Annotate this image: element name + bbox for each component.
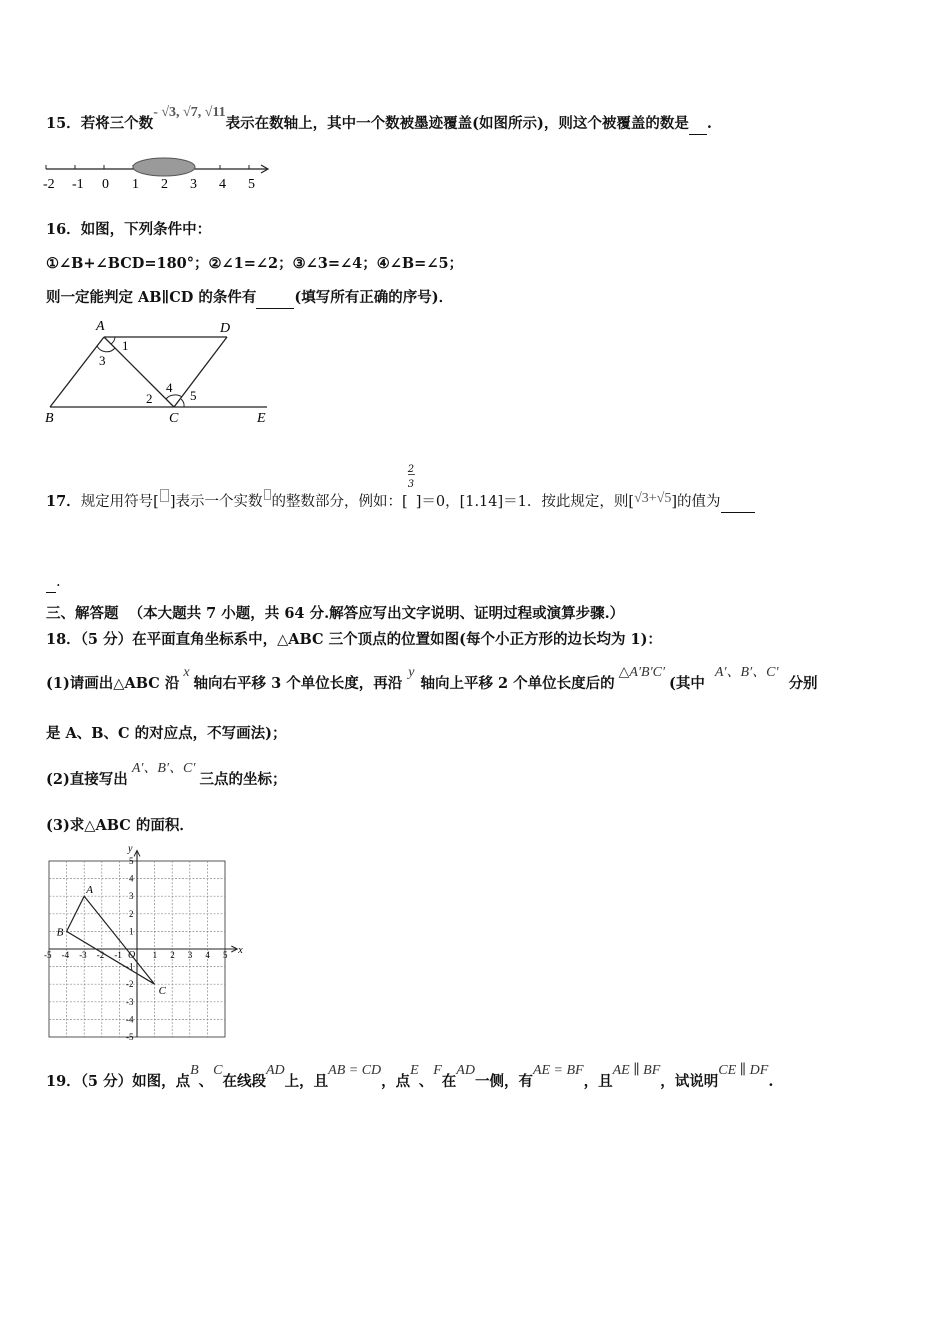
y-tick-label: 3: [129, 891, 134, 902]
axis-tick-label: 2: [161, 177, 168, 192]
x-tick-label: -4: [61, 950, 70, 960]
section-3-heading: [46, 604, 624, 624]
q18-p1-e: 分别: [788, 675, 818, 692]
x-tick-label: 2: [170, 950, 175, 960]
q15-text-a: 若将三个数: [80, 115, 154, 132]
y-var: y: [408, 665, 415, 680]
prime-triangle: △A′B′C′: [618, 665, 666, 680]
segment-ad-2: AD: [456, 1063, 475, 1078]
x-tick-label: -1: [114, 950, 122, 960]
q17-number: 17．: [46, 493, 81, 510]
x-tick-label: 3: [187, 950, 193, 960]
q18-part1-line: [46, 665, 818, 695]
q15-text-b: 表示在数轴上，其中一个数被墨迹覆盖(如图所示)，则这个被覆盖的数是: [225, 115, 689, 132]
q15-number: 15．: [46, 115, 81, 132]
point-b: B: [190, 1063, 199, 1078]
q17-text-e: ]的值为: [671, 494, 721, 510]
placeholder-box-icon: [264, 489, 271, 500]
q17-end: .: [56, 574, 61, 590]
coordinate-grid-figure: [40, 846, 250, 1048]
q15-line: [46, 105, 712, 135]
q17-math-expr: √3+√5: [634, 491, 672, 506]
angle-label-2: 2: [146, 391, 153, 406]
y-tick-label: -4: [126, 1014, 134, 1025]
q19-t6: 一侧，有: [474, 1073, 533, 1090]
fraction-denominator: 3: [407, 479, 415, 490]
q19-t7: ，且: [583, 1073, 613, 1090]
eq-ab-cd: AB = CD: [328, 1063, 382, 1078]
x-tick-label: 5: [223, 950, 228, 960]
q16-question-line: [46, 288, 453, 309]
axis-tick-label: 1: [132, 177, 139, 192]
axis-tick-label: 3: [190, 177, 197, 192]
axis-tick-label: 5: [248, 177, 255, 192]
q17-text-b: ]表示一个实数: [169, 494, 263, 510]
section-title: 三、解答题: [46, 605, 119, 622]
x-tick-label: -5: [44, 950, 52, 960]
y-tick-label: 5: [129, 856, 134, 866]
y-tick-label: -5: [126, 1032, 134, 1042]
axis-tick-label: 0: [102, 177, 109, 192]
prime-points: A′、B′、C′: [131, 761, 196, 776]
q16-conditions: ①∠B+∠BCD=180°；②∠1=∠2；③∠3=∠4；④∠B=∠5；: [46, 255, 464, 272]
x-tick-label: -3: [79, 950, 87, 960]
x-tick-label: 1: [152, 950, 158, 960]
point-label-a: A: [96, 319, 105, 334]
placeholder-box-icon: [160, 489, 169, 502]
parallel-lines-figure: [42, 315, 277, 430]
q16-question-b: (填写所有正确的序号)．: [294, 289, 454, 306]
point-label-c: C: [169, 411, 179, 426]
q19-end: .: [768, 1073, 774, 1090]
parallel-ae-bf: AE ∥ BF: [612, 1063, 661, 1078]
vertex-label-b: B: [56, 926, 64, 939]
x-var: x: [183, 665, 190, 680]
y-tick-label: 4: [129, 873, 134, 884]
q17-text-d: ]＝0，[1.14]＝1．按此规定，则[: [415, 494, 635, 510]
triangle-abc: [67, 896, 155, 984]
point-label-b: B: [45, 411, 54, 426]
fraction-numerator: 2: [407, 464, 415, 475]
angle-label-1: 1: [122, 338, 129, 353]
q17-line: [46, 464, 755, 513]
q18-part3-line: (3)求△ABC 的面积．: [46, 817, 194, 834]
ink-blot: [133, 158, 195, 176]
y-tick-label: 1: [129, 926, 134, 937]
q19-sep1: 、: [198, 1073, 214, 1090]
q18-p1-a: (1)请画出△ABC 沿: [46, 675, 180, 692]
number-line-figure: [42, 154, 277, 194]
q17-text-a: 规定用符号[: [80, 494, 159, 510]
q17-line-2: [46, 572, 61, 593]
q18-p2-b: 三点的坐标；: [199, 771, 287, 788]
y-axis-label: y: [128, 846, 133, 855]
q15-end: .: [706, 115, 712, 132]
axis-tick-label: -1: [72, 177, 84, 192]
q18-p1-d: (其中: [669, 675, 705, 692]
q17-answer-blank-cont: [46, 572, 56, 593]
q18-part1-line-2: 是 A、B、C 的对应点，不写画法)；: [46, 725, 287, 742]
q18-p1-b: 轴向右平移 3 个单位长度，再沿: [193, 675, 403, 692]
y-tick-label: 2: [129, 908, 134, 919]
vertex-label-a: A: [86, 884, 93, 897]
y-tick-label: -2: [126, 979, 134, 990]
parallel-ce-df: CE ∥ DF: [718, 1063, 769, 1078]
q17-answer-blank: [721, 492, 755, 513]
section-desc: （本大题共 7 小题，共 64 分.解答应写出文字说明、证明过程或演算步骤.）: [128, 605, 625, 622]
q19-t2: 在线段: [222, 1073, 266, 1090]
q19-number: 19．: [46, 1073, 81, 1090]
y-tick-label: -3: [126, 996, 134, 1007]
q19-t3: 上，且: [284, 1073, 329, 1090]
q19-sep2: 、: [418, 1073, 434, 1090]
q16-question-a: 则一定能判定 AB∥CD 的条件有: [46, 289, 257, 306]
point-c: C: [213, 1063, 223, 1078]
point-e: E: [410, 1063, 419, 1078]
x-axis-label: x: [238, 945, 243, 956]
q19-t1: （5 分）如图，点: [80, 1073, 191, 1090]
q19-t5: 在: [441, 1073, 457, 1090]
segment-ad: AD: [265, 1063, 285, 1078]
origin-label: O: [128, 950, 136, 961]
q18-p1-c: 轴向上平移 2 个单位长度后的: [420, 675, 615, 692]
point-label-d: D: [220, 321, 231, 336]
q19-t4: ，点: [381, 1073, 411, 1090]
q17-text-c: 的整数部分，例如：[: [271, 494, 408, 510]
prime-points: A′、B′、C′: [714, 665, 779, 680]
q18-p2-a: (2)直接写出: [46, 771, 128, 788]
q15-answer-blank: [689, 114, 707, 135]
q16-answer-blank: [256, 288, 294, 309]
q16-number: 16．: [46, 221, 81, 238]
x-tick-label: 4: [205, 950, 210, 960]
vertex-label-c: C: [158, 985, 166, 998]
angle-label-4: 4: [166, 380, 173, 395]
q19-t8: ，试说明: [660, 1073, 719, 1090]
point-f: F: [433, 1063, 442, 1078]
angle-label-3: 3: [99, 353, 106, 368]
angle-label-5: 5: [190, 388, 197, 403]
q16-intro: 如图，下列条件中：: [80, 221, 212, 238]
q18-part2-line: [46, 761, 287, 791]
q18-line-1: 18．（5 分）在平面直角坐标系中，△ABC 三个顶点的位置如图(每个小正方形的边长均为 1)：: [46, 631, 662, 648]
axis-tick-label: -2: [43, 177, 55, 192]
q19-line: [46, 1063, 774, 1093]
q17-fraction: [407, 464, 416, 506]
x-tick-label: -2: [96, 950, 105, 960]
axis-tick-label: 4: [219, 177, 226, 192]
y-tick-label: -1: [126, 961, 134, 972]
q16-intro-line: [46, 220, 211, 240]
q15-math-numbers: - √3, √7, √11: [153, 105, 226, 120]
point-label-e: E: [257, 411, 266, 426]
eq-ae-bf: AE = BF: [532, 1063, 584, 1078]
